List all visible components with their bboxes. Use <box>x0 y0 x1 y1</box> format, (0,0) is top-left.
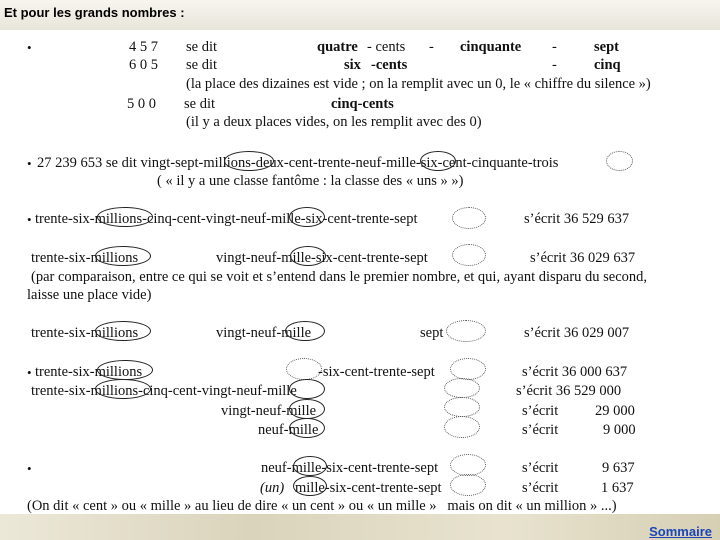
written-value: s’écrit 36 000 637 <box>522 364 628 380</box>
circle-mille <box>420 151 456 171</box>
digits-605: 6 0 5 <box>129 57 158 73</box>
bullet: • <box>27 461 32 476</box>
word-group: trente-six-millions-cinq-cent-vingt-neuf-mille <box>31 383 297 399</box>
se-dit: se dit <box>184 96 216 112</box>
written-value: 9 637 <box>602 460 635 476</box>
note: laisse une place vide) <box>27 287 152 303</box>
written-value: 1 637 <box>601 480 634 496</box>
word-sept: sept <box>420 325 444 341</box>
digits-500: 5 0 0 <box>127 96 156 112</box>
empty-class-oval <box>444 397 480 417</box>
word-group: neuf-mille <box>258 422 319 438</box>
word-group: trente-six-millions <box>35 364 143 380</box>
circle-mille <box>289 207 325 227</box>
circle-mille <box>293 456 327 476</box>
empty-class-oval <box>286 358 322 380</box>
written-label: s’écrit <box>522 403 559 419</box>
word-group: vingt-neuf-mille <box>216 325 312 341</box>
circle-mille <box>289 418 325 438</box>
written-label: s’écrit <box>522 480 559 496</box>
note: (par comparaison, entre ce qui se voit et s’entend dans le premier nombre, et qui, ayant disparu du second, <box>31 269 648 285</box>
written-value: s’écrit 36 029 007 <box>524 325 630 341</box>
word-cinquante: cinquante <box>460 39 522 55</box>
written-label: s’écrit <box>522 460 559 476</box>
word-cents: - cents <box>367 39 406 55</box>
dash: - <box>552 57 557 73</box>
word-group: vingt-neuf-mille-six-cent-trente-sept <box>216 250 428 266</box>
circle-mille <box>289 379 325 399</box>
sommaire-link[interactable]: Sommaire <box>649 524 712 539</box>
word-cinq: cinq <box>594 57 621 73</box>
empty-class-oval <box>444 416 480 438</box>
empty-class-oval <box>452 207 486 229</box>
empty-class-oval <box>450 358 486 380</box>
word-un: (un) <box>260 480 285 496</box>
word-group: mille-six-cent-trente-sept <box>295 480 442 496</box>
dash: - <box>429 39 434 55</box>
dash: - <box>552 39 557 55</box>
word-six: six <box>344 57 361 73</box>
word-group: -six-cent-trente-sept <box>318 364 435 380</box>
circle-mille <box>290 246 326 266</box>
written-value: 9 000 <box>603 422 636 438</box>
circle-mille <box>293 476 327 496</box>
note: (la place des dizaines est vide ; on la remplit avec un 0, le « chiffre du silence ») <box>186 76 651 92</box>
empty-class-oval <box>450 474 486 496</box>
written-value: s’écrit 36 529 000 <box>516 383 622 399</box>
empty-class-oval <box>444 378 480 398</box>
note: (il y a deux places vides, on les remplit avec des 0) <box>186 114 482 130</box>
number-line: 27 239 653 se dit vingt-sept-millions-deux-cent-trente-neuf-mille-six-cent-cinquante-trois <box>37 155 559 171</box>
note: (On dit « cent » ou « mille » au lieu de dire « un cent » ou « un mille » mais on dit « un million » ...) <box>27 498 617 514</box>
circle-mille <box>289 399 325 419</box>
header-bar <box>0 0 720 30</box>
word-cinq-cents: cinq-cents <box>331 96 394 112</box>
se-dit: se dit <box>186 57 218 73</box>
written-label: s’écrit <box>522 422 559 438</box>
word-group: vingt-neuf-mille <box>221 403 317 419</box>
bullet: • <box>27 40 32 55</box>
word-sept: sept <box>594 39 619 55</box>
bullet: • <box>27 212 32 227</box>
bullet: • <box>27 156 32 171</box>
word-group: neuf-mille-six-cent-trente-sept <box>261 460 439 476</box>
page-title: Et pour les grands nombres : <box>4 5 185 20</box>
empty-class-oval <box>452 244 486 266</box>
circle-millions <box>95 246 151 266</box>
empty-class-oval <box>450 454 486 476</box>
circle-millions <box>97 207 153 227</box>
se-dit: se dit <box>186 39 218 55</box>
empty-class-oval <box>606 151 633 171</box>
written-value: s’écrit 36 529 637 <box>524 211 630 227</box>
word-quatre: quatre <box>317 39 358 55</box>
word-cents: -cents <box>371 57 408 73</box>
word-group: trente-six-millions <box>31 250 139 266</box>
circle-millions <box>95 321 151 341</box>
circle-millions <box>224 151 274 171</box>
circle-millions <box>97 360 153 380</box>
word-group: trente-six-millions <box>31 325 139 341</box>
written-value: s’écrit 36 029 637 <box>530 250 636 266</box>
circle-millions <box>95 379 151 399</box>
circle-mille <box>285 321 325 341</box>
written-value: 29 000 <box>595 403 635 419</box>
bullet: • <box>27 365 32 380</box>
empty-class-oval <box>446 320 486 342</box>
number-line: trente-six-millions-cinq-cent-vingt-neuf-mille-six-cent-trente-sept <box>35 211 418 227</box>
digits-457: 4 5 7 <box>129 39 158 55</box>
footer-bar <box>0 514 720 540</box>
note: ( « il y a une classe fantôme : la classe des « uns » ») <box>157 173 464 189</box>
